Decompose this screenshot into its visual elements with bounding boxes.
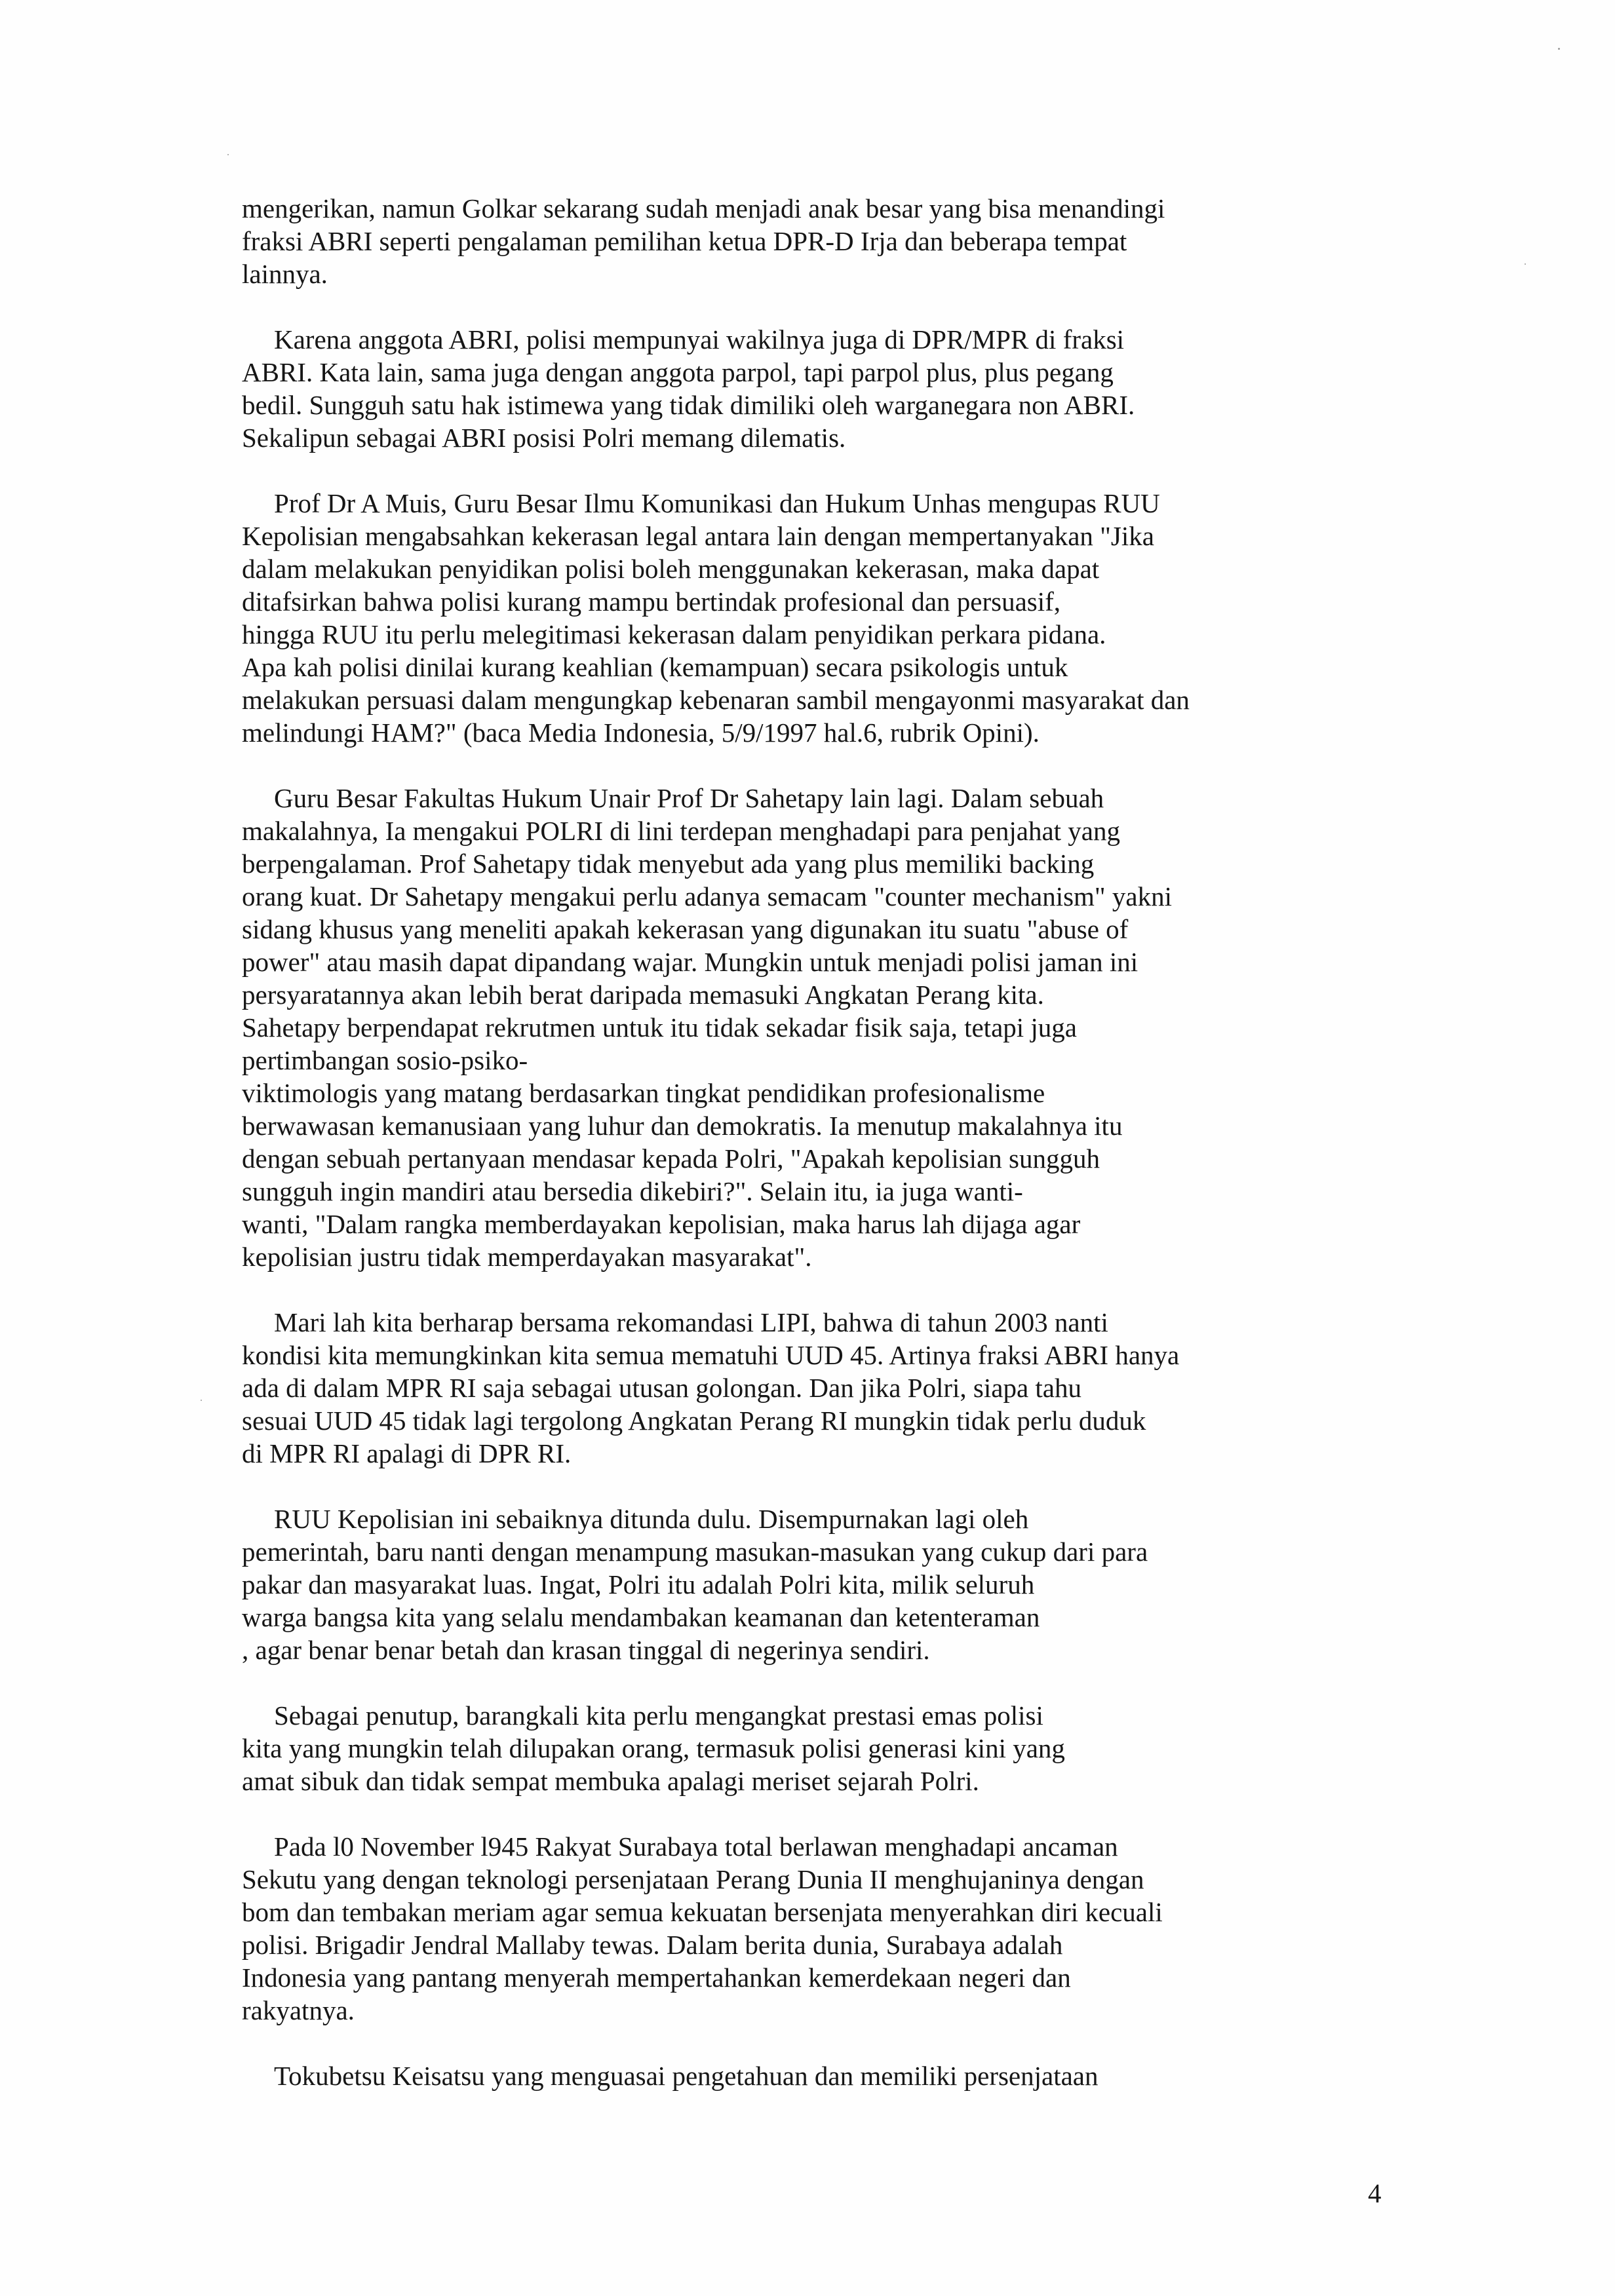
text-line: sesuai UUD 45 tidak lagi tergolong Angkatan Perang RI mungkin tidak perlu duduk xyxy=(242,1406,1146,1436)
text-line: ABRI. Kata lain, sama juga dengan anggota parpol, tapi parpol plus, plus pegang xyxy=(242,357,1114,387)
text-line: lainnya. xyxy=(242,259,328,289)
paragraph xyxy=(242,1699,1487,1797)
scan-speck xyxy=(201,1400,202,1401)
scan-speck xyxy=(1558,48,1560,50)
text-line: ditafsirkan bahwa polisi kurang mampu bertindak profesional dan persuasif, xyxy=(242,586,1061,617)
text-line: fraksi ABRI seperti pengalaman pemilihan ketua DPR-D Irja dan beberapa tempat xyxy=(242,226,1127,256)
paragraph xyxy=(242,192,1487,290)
text-line: , agar benar benar betah dan krasan tinggal di negerinya sendiri. xyxy=(242,1635,930,1665)
text-body xyxy=(242,192,1487,2092)
text-line: rakyatnya. xyxy=(242,1995,355,2025)
text-line: pemerintah, baru nanti dengan menampung masukan-masukan yang cukup dari para xyxy=(242,1537,1148,1567)
text-line: kondisi kita memungkinkan kita semua mematuhi UUD 45. Artinya fraksi ABRI hanya xyxy=(242,1340,1180,1370)
text-line: Pada l0 November l945 Rakyat Surabaya total berlawan menghadapi ancaman xyxy=(274,1831,1118,1862)
text-line: dalam melakukan penyidikan polisi boleh menggunakan kekerasan, maka dapat xyxy=(242,554,1100,584)
text-line: berpengalaman. Prof Sahetapy tidak menyebut ada yang plus memiliki backing xyxy=(242,849,1095,879)
paragraph xyxy=(242,2059,1487,2092)
text-line: Sekalipun sebagai ABRI posisi Polri memang dilematis. xyxy=(242,423,846,453)
paragraph xyxy=(242,1306,1487,1470)
text-line: makalahnya, Ia mengakui POLRI di lini terdepan menghadapi para penjahat yang xyxy=(242,816,1121,846)
paragraph xyxy=(242,1830,1487,2027)
text-line: warga bangsa kita yang selalu mendambakan keamanan dan ketenteraman xyxy=(242,1602,1040,1632)
text-line: kita yang mungkin telah dilupakan orang, termasuk polisi generasi kini yang xyxy=(242,1733,1065,1763)
page-number: 4 xyxy=(1368,2178,1382,2208)
scan-speck xyxy=(1525,263,1526,265)
text-line: wanti, "Dalam rangka memberdayakan kepolisian, maka harus lah dijaga agar xyxy=(242,1209,1081,1239)
text-line: melindungi HAM?" (baca Media Indonesia, 5/9/1997 hal.6, rubrik Opini). xyxy=(242,718,1040,748)
text-line: bom dan tembakan meriam agar semua kekuatan bersenjata menyerahkan diri kecuali xyxy=(242,1897,1163,1927)
text-line: Guru Besar Fakultas Hukum Unair Prof Dr Sahetapy lain lagi. Dalam sebuah xyxy=(274,783,1104,813)
text-line: Mari lah kita berharap bersama rekomandasi LIPI, bahwa di tahun 2003 nanti xyxy=(274,1307,1108,1337)
text-line: power" atau masih dapat dipandang wajar. Mungkin untuk menjadi polisi jaman ini xyxy=(242,947,1138,977)
text-line: RUU Kepolisian ini sebaiknya ditunda dulu. Disempurnakan lagi oleh xyxy=(274,1504,1029,1534)
paragraph xyxy=(242,1502,1487,1666)
text-line: amat sibuk dan tidak sempat membuka apalagi meriset sejarah Polri. xyxy=(242,1766,979,1796)
text-line: orang kuat. Dr Sahetapy mengakui perlu adanya semacam "counter mechanism" yakni xyxy=(242,881,1173,911)
text-line: polisi. Brigadir Jendral Mallaby tewas. Dalam berita dunia, Surabaya adalah xyxy=(242,1930,1063,1960)
text-line: viktimologis yang matang berdasarkan tingkat pendidikan profesionalisme xyxy=(242,1078,1045,1108)
text-line: Tokubetsu Keisatsu yang menguasai pengetahuan dan memiliki persenjataan xyxy=(274,2061,1099,2091)
text-line: Sahetapy berpendapat rekrutmen untuk itu tidak sekadar fisik saja, tetapi juga xyxy=(242,1012,1078,1043)
text-line: Karena anggota ABRI, polisi mempunyai wakilnya juga di DPR/MPR di fraksi xyxy=(274,324,1125,354)
text-line: Sebagai penutup, barangkali kita perlu mengangkat prestasi emas polisi xyxy=(274,1700,1043,1731)
text-line: Apa kah polisi dinilai kurang keahlian (kemampuan) secara psikologis untuk xyxy=(242,652,1068,682)
text-line: Sekutu yang dengan teknologi persenjataan Perang Dunia II menghujaninya dengan xyxy=(242,1864,1144,1894)
text-line: di MPR RI apalagi di DPR RI. xyxy=(242,1438,572,1468)
text-line: ada di dalam MPR RI saja sebagai utusan golongan. Dan jika Polri, siapa tahu xyxy=(242,1373,1081,1403)
text-line: pertimbangan sosio-psiko- xyxy=(242,1045,528,1075)
text-line: melakukan persuasi dalam mengungkap kebenaran sambil mengayonmi masyarakat dan xyxy=(242,685,1190,715)
scan-speck xyxy=(227,154,229,155)
text-line: sidang khusus yang meneliti apakah kekerasan yang digunakan itu suatu "abuse of xyxy=(242,914,1129,944)
text-line: dengan sebuah pertanyaan mendasar kepada Polri, "Apakah kepolisian sungguh xyxy=(242,1143,1100,1174)
text-line: berwawasan kemanusiaan yang luhur dan demokratis. Ia menutup makalahnya itu xyxy=(242,1111,1123,1141)
text-line: Prof Dr A Muis, Guru Besar Ilmu Komunikasi dan Hukum Unhas mengupas RUU xyxy=(274,488,1160,518)
text-line: Indonesia yang pantang menyerah mempertahankan kemerdekaan negeri dan xyxy=(242,1962,1071,1993)
text-line: sungguh ingin mandiri atau bersedia dikebiri?". Selain itu, ia juga wanti- xyxy=(242,1176,1023,1206)
text-line: pakar dan masyarakat luas. Ingat, Polri itu adalah Polri kita, milik seluruh xyxy=(242,1569,1035,1599)
text-line: Kepolisian mengabsahkan kekerasan legal antara lain dengan mempertanyakan "Jika xyxy=(242,521,1154,551)
paragraph xyxy=(242,782,1487,1273)
text-line: hingga RUU itu perlu melegitimasi kekerasan dalam penyidikan perkara pidana. xyxy=(242,619,1106,649)
text-line: mengerikan, namun Golkar sekarang sudah menjadi anak besar yang bisa menandingi xyxy=(242,193,1165,223)
paragraph xyxy=(242,487,1487,749)
text-line: persyaratannya akan lebih berat daripada memasuki Angkatan Perang kita. xyxy=(242,980,1044,1010)
paragraph xyxy=(242,323,1487,454)
text-line: bedil. Sungguh satu hak istimewa yang tidak dimiliki oleh warganegara non ABRI. xyxy=(242,390,1135,420)
text-line: kepolisian justru tidak memperdayakan masyarakat". xyxy=(242,1242,812,1272)
